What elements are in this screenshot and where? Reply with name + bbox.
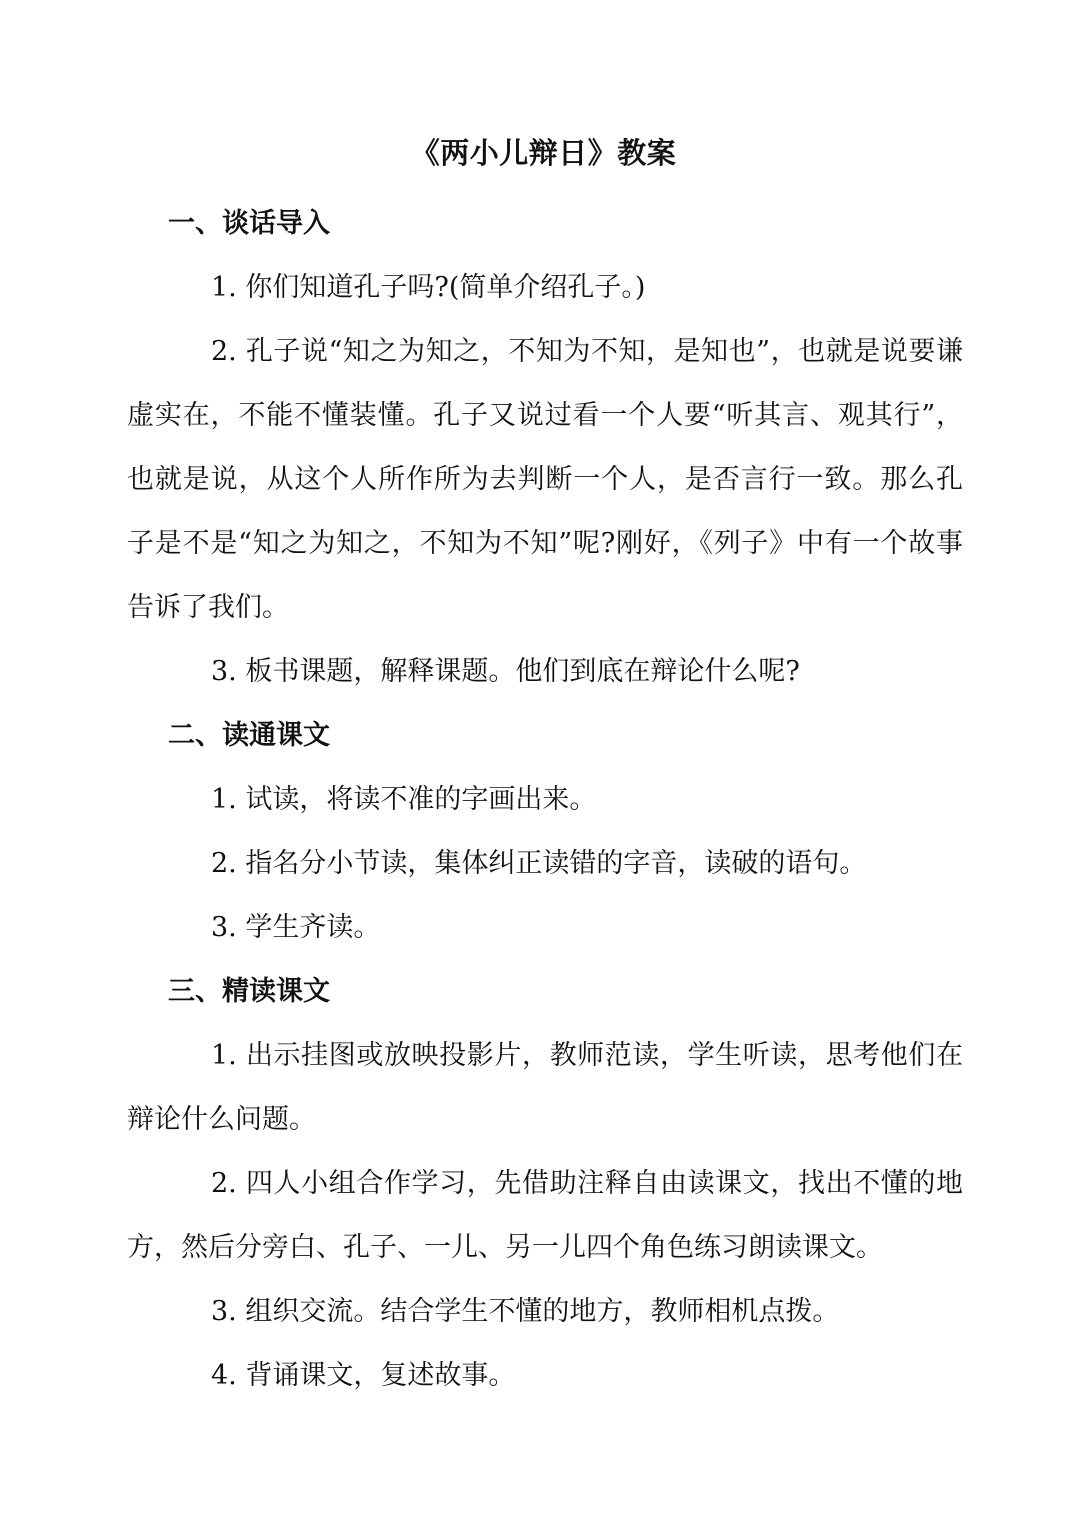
section-heading: 三、精读课文 — [168, 976, 330, 1007]
paragraph: 2. 指名分小节读，集体纠正读错的字音，读破的语句。 — [211, 848, 867, 879]
paragraph: 2. 孔子说“知之为知之，不知为不知，是知也”，也就是说要谦虚实在，不能不懂装懂。孔子又说过看一个人要“听其言、观其行”，也就是说，从这个人所作所为去判断一个人，是否言行一致。那么孔子是不是“知之为知之，不知为不知”呢?刚好，《列子》中有一个故事告诉了我们。 — [127, 336, 963, 623]
paragraph: 1. 出示挂图或放映投影片，教师范读，学生听读，思考他们在辩论什么问题。 — [127, 1040, 963, 1135]
section-heading: 二、读通课文 — [168, 720, 330, 751]
section-heading: 一、谈话导入 — [168, 208, 330, 239]
paragraph: 1. 你们知道孔子吗?(简单介绍孔子。) — [211, 272, 646, 303]
paragraph: 3. 组织交流。结合学生不懂的地方，教师相机点拨。 — [211, 1296, 840, 1327]
paragraph: 1. 试读，将读不准的字画出来。 — [211, 784, 597, 815]
paragraph: 2. 四人小组合作学习，先借助注释自由读课文，找出不懂的地方，然后分旁白、孔子、一儿、另一儿四个角色练习朗读课文。 — [127, 1168, 963, 1263]
paragraph: 4. 背诵课文，复述故事。 — [211, 1360, 516, 1391]
section-read-through — [0, 704, 1087, 960]
section-close-reading — [0, 960, 1087, 1408]
paragraph: 3. 板书课题，解释课题。他们到底在辩论什么呢? — [211, 656, 800, 687]
document-body — [0, 192, 1087, 1408]
section-intro — [0, 192, 1087, 704]
document-title: 《两小儿辩日》教案 — [410, 136, 677, 170]
paragraph: 3. 学生齐读。 — [211, 912, 381, 943]
